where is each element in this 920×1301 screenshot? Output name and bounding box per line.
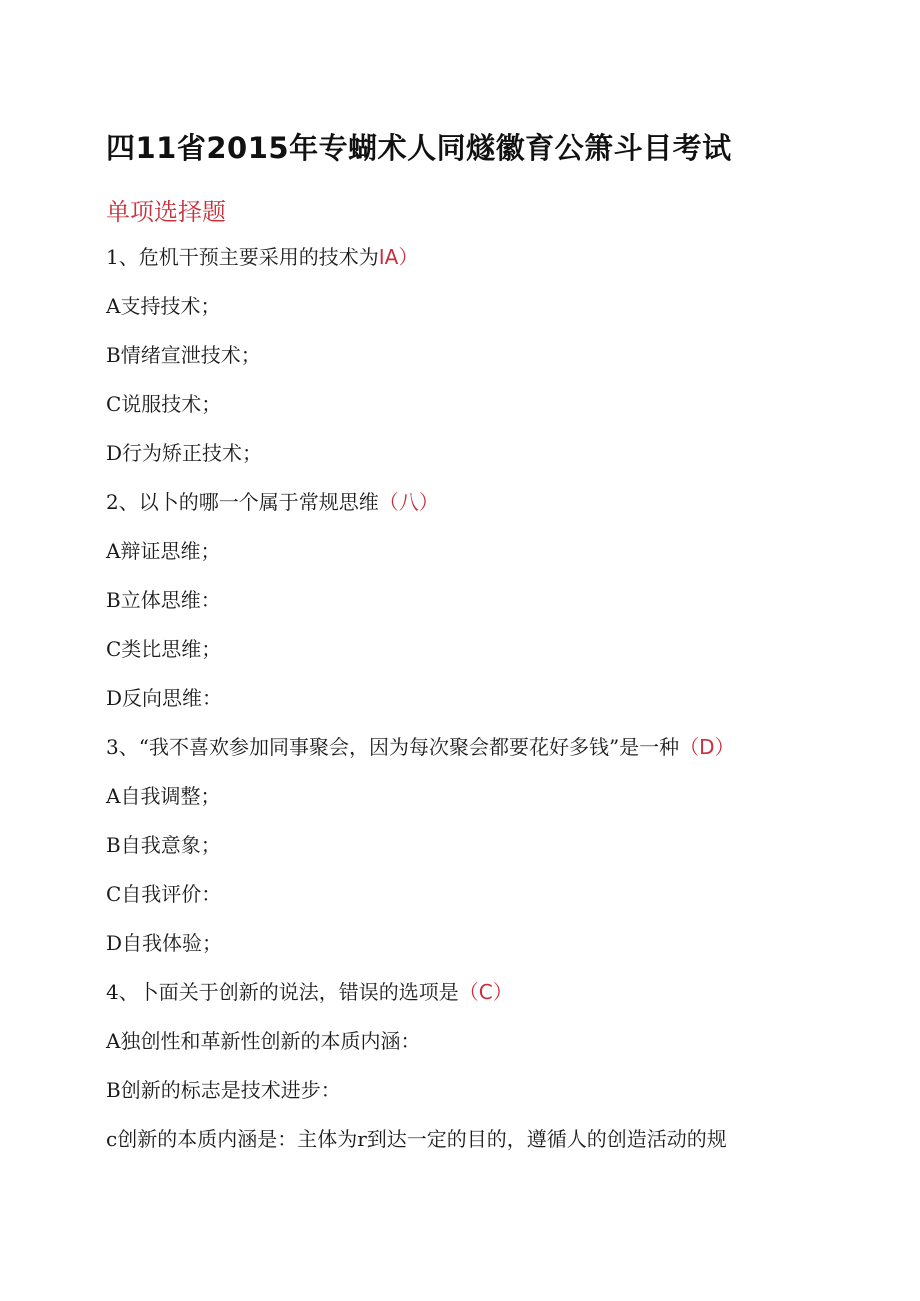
question-text: 4、卜面关于创新的说法，错误的选项是 (106, 980, 459, 1004)
option-line (106, 586, 221, 614)
question-4 (106, 978, 513, 1006)
option-line (106, 782, 220, 810)
option-text: D自我体验； (106, 931, 223, 955)
option-line (106, 635, 221, 663)
option-text: B情绪宣泄技术； (106, 343, 261, 367)
option-text: C说服技术； (106, 392, 222, 416)
option-text: D反向思维： (106, 686, 223, 710)
option-text: A自我调整； (106, 784, 221, 808)
option-text: C类比思维； (106, 637, 222, 661)
section-heading: 单项选择题 (106, 198, 226, 226)
option-text: c创新的本质内涵是：主体为r到达一定的目的，遵循人的创造活动的规 (106, 1127, 727, 1151)
option-line (106, 439, 262, 467)
option-line (106, 390, 221, 418)
question-1 (106, 243, 418, 271)
page-title: 四11省2015年专蝴术人同燧徽育公箫斗目考试 (106, 131, 732, 165)
question-text: 2、以卜的哪一个属于常规思维 (106, 490, 379, 514)
option-line (106, 1076, 341, 1104)
option-line (106, 537, 220, 565)
question-text: 1、危机干预主要采用的技术为 (106, 245, 379, 269)
answer-mark: （C） (458, 980, 513, 1004)
option-text: D行为矫正技术； (106, 441, 263, 465)
answer-mark: （D） (679, 735, 735, 759)
question-3 (106, 733, 735, 761)
option-text: A辩证思维； (106, 539, 221, 563)
option-line (106, 929, 222, 957)
option-line (106, 880, 221, 908)
option-line (106, 1027, 420, 1055)
question-2 (106, 488, 439, 516)
answer-mark: （八） (378, 490, 439, 514)
option-line (106, 684, 222, 712)
option-text: A独创性和革新性创新的本质内涵： (106, 1029, 421, 1053)
question-text: 3、“我不喜欢参加同事聚会，因为每次聚会都要花好多钱”是一种 (106, 735, 680, 759)
option-line (106, 831, 221, 859)
option-text: B创新的标志是技术进步： (106, 1078, 341, 1102)
option-text: B立体思维： (106, 588, 221, 612)
option-line (106, 341, 261, 369)
option-line (106, 1125, 727, 1153)
option-line (106, 292, 220, 320)
option-text: B自我意象； (106, 833, 221, 857)
option-text: C自我评价： (106, 882, 222, 906)
answer-mark: IA） (378, 245, 419, 269)
option-text: A支持技术； (106, 294, 221, 318)
